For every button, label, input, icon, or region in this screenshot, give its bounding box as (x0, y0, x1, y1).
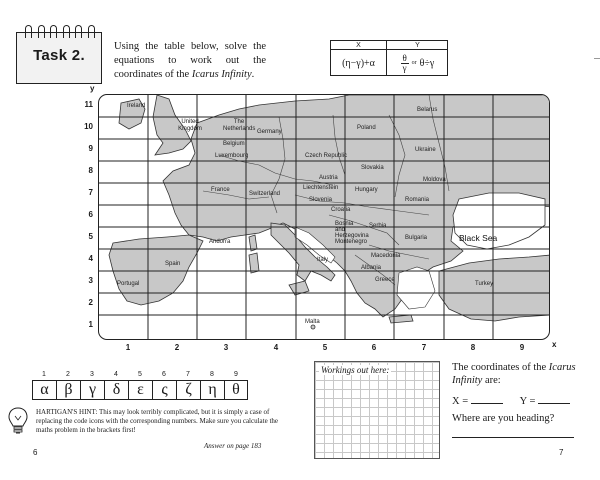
label-croatia: Croatia (331, 207, 351, 213)
coordinates-heading (452, 361, 582, 387)
code-table (32, 370, 248, 400)
code-cell-8: 8 η (200, 370, 224, 400)
label-italy: Italy (317, 257, 329, 263)
formula-x-text: (η−γ)+α (342, 57, 375, 69)
land-malta (311, 325, 315, 329)
land-sardinia (249, 253, 259, 273)
y-answer-label: Y = (519, 396, 539, 407)
lightbulb-icon (7, 406, 29, 436)
label-belarus: Belarus (417, 107, 438, 113)
label-slovenia: Slovenia (309, 197, 333, 203)
label-ireland: Ireland (127, 103, 146, 109)
aegean-sea (397, 267, 435, 309)
instructions-text: Using the table below, solve the equations to work out the coordinates of the (114, 41, 266, 80)
y-label-3: 3 (88, 276, 93, 285)
y-label-8: 8 (88, 166, 93, 175)
label-uk: United Kingdom (178, 119, 202, 132)
page-edge-mark (594, 58, 600, 62)
x-axis-name: x (552, 340, 557, 349)
label-portugal: Portugal (117, 281, 140, 287)
label-macedonia: Macedonia (371, 253, 401, 259)
x-answer-label: X = (452, 396, 471, 407)
label-bulgaria: Bulgaria (405, 235, 428, 241)
land-crete (389, 315, 413, 323)
code-cell-4: 4 δ (104, 370, 128, 400)
label-liechtenstein: Liechtenstein (303, 185, 339, 191)
hartigans-hint: HARTIGAN'S HINT: This may look terribly complicated, but it is simply a case of replacing the code icons with the corresponding numbers. Make sure you calculate the maths problem in the brackets first! (36, 408, 279, 434)
x-label-6: 6 (371, 343, 377, 352)
instructions-period: . (251, 69, 255, 80)
answer-reference: Answer on page 183 (204, 442, 262, 450)
y-label-1: 1 (88, 320, 93, 329)
x-answer-blank[interactable] (471, 395, 503, 404)
x-label-1: 1 (125, 343, 131, 352)
label-hungary: Hungary (355, 187, 378, 193)
formula-x (331, 50, 387, 76)
y-label-4: 4 (88, 254, 93, 263)
label-romania: Romania (405, 197, 430, 203)
y-label-6: 6 (88, 210, 93, 219)
heading-question: Where are you heading? (452, 413, 555, 424)
formula-table (330, 40, 448, 76)
workings-grid[interactable] (314, 361, 440, 459)
workings-label: Workings out here: (321, 365, 390, 375)
formula-header-y: Y (387, 41, 448, 50)
label-belgium: Belgium (223, 141, 245, 147)
label-montenegro: Montenegro (335, 239, 368, 245)
page-number-right: 7 (559, 448, 564, 457)
map-frame (98, 94, 550, 340)
fraction-top: θ (402, 52, 407, 63)
x-label-4: 4 (273, 343, 279, 352)
heading-answer-line[interactable] (452, 437, 574, 438)
label-austria: Austria (319, 175, 338, 181)
label-slovakia: Slovakia (361, 165, 384, 171)
label-netherlands: The Netherlands (223, 119, 256, 132)
notepad-rings (25, 25, 95, 39)
instructions-ship-name: Icarus Infinity (191, 69, 252, 80)
label-serbia: Serbia (369, 223, 387, 229)
code-cell-9: 9 θ (224, 370, 248, 400)
task-title: Task 2. (33, 47, 85, 64)
formula-y-fraction (401, 54, 409, 73)
x-label-8: 8 (470, 343, 476, 352)
x-label-9: 9 (519, 343, 525, 352)
y-label-9: 9 (88, 144, 93, 153)
label-greece: Greece (375, 277, 395, 283)
label-ukraine: Ukraine (415, 147, 436, 153)
label-albania: Albania (361, 265, 382, 271)
y-label-11: 11 (84, 100, 93, 109)
label-black-sea: Black Sea (459, 233, 498, 243)
coordinates-heading-end: are: (482, 375, 501, 386)
x-label-5: 5 (322, 343, 328, 352)
y-answer-blank[interactable] (538, 395, 570, 404)
y-label-7: 7 (88, 188, 93, 197)
land-iberia (109, 235, 203, 305)
y-label-10: 10 (84, 122, 93, 131)
task-notepad (16, 32, 102, 84)
code-cell-1: 1 α (32, 370, 56, 400)
code-cell-7: 7 ζ (176, 370, 200, 400)
label-germany: Germany (257, 129, 282, 135)
page-number-left: 6 (33, 448, 38, 457)
label-andorra: Andorra (209, 239, 231, 245)
land-turkey (439, 255, 550, 321)
coordinates-ship-name: Icarus Infinity (452, 362, 576, 386)
code-cell-2: 2 β (56, 370, 80, 400)
label-malta: Malta (305, 319, 320, 325)
fraction-bottom: γ (402, 62, 407, 73)
coordinates-heading-text: The coordinates of the (452, 362, 549, 373)
code-cell-5: 5 ε (128, 370, 152, 400)
x-label-2: 2 (174, 343, 180, 352)
label-luxembourg: Luxembourg (215, 153, 249, 159)
formula-header-x: X (331, 41, 387, 50)
label-moldova: Moldova (423, 177, 446, 183)
label-poland: Poland (357, 125, 376, 131)
label-switzerland: Switzerland (249, 191, 281, 197)
y-label-5: 5 (88, 232, 93, 241)
map-drawing (99, 95, 550, 340)
label-turkey: Turkey (475, 281, 494, 287)
task-instructions (114, 40, 266, 82)
x-label-7: 7 (421, 343, 427, 352)
code-cell-6: 6 ς (152, 370, 176, 400)
x-label-3: 3 (223, 343, 229, 352)
formula-y-alt: θ÷γ (419, 57, 435, 69)
y-label-2: 2 (88, 298, 93, 307)
label-france: France (211, 187, 230, 193)
label-spain: Spain (165, 261, 181, 267)
label-bosnia: Bosnia and Herzegovina (335, 221, 369, 239)
xy-answer-line (452, 395, 570, 407)
formula-y (387, 50, 448, 76)
y-axis-name: y (90, 84, 95, 93)
formula-or: or (411, 60, 417, 66)
code-cell-3: 3 γ (80, 370, 104, 400)
label-czech: Czech Republic (305, 153, 348, 159)
europe-map (98, 94, 550, 340)
